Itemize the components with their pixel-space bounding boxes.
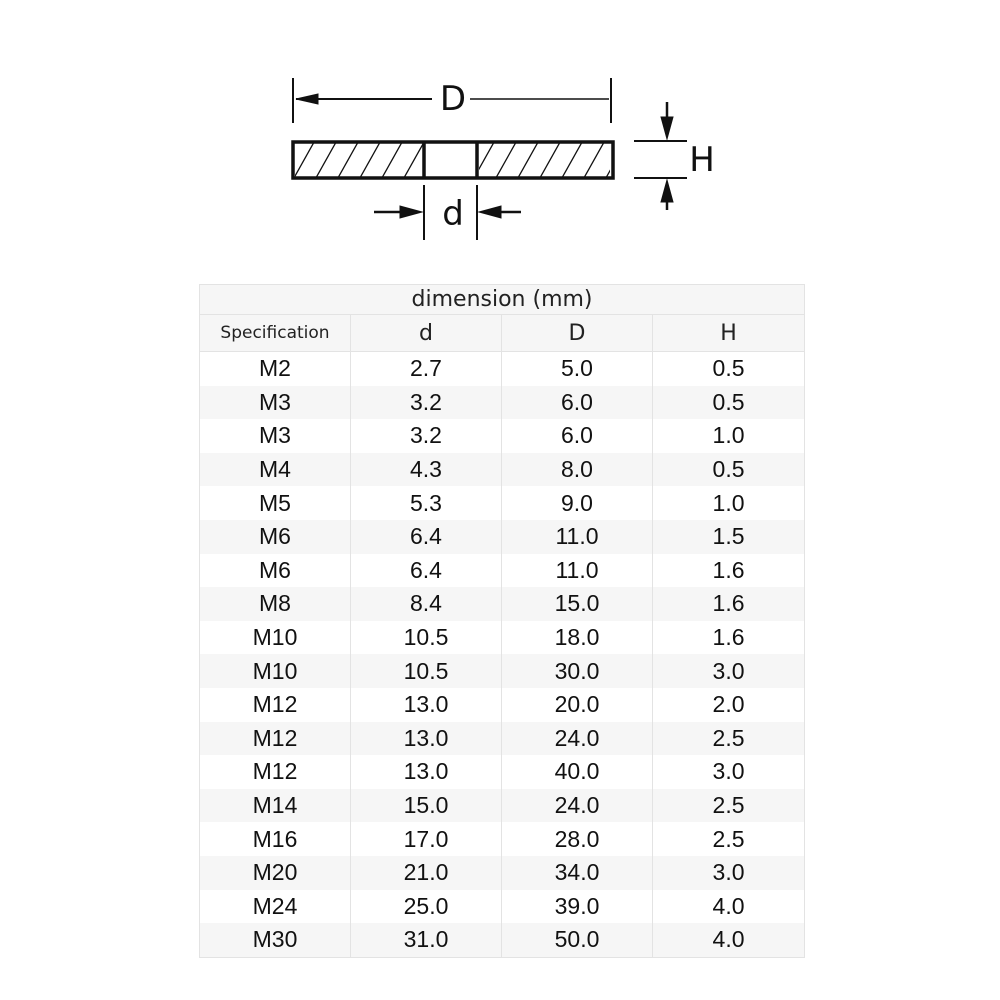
spec-cell: M12	[200, 688, 351, 722]
table-row	[200, 486, 805, 520]
thickness-cell: 2.0	[653, 688, 805, 722]
outer-diameter-cell: 24.0	[502, 722, 653, 756]
inner-diameter-cell: 13.0	[351, 755, 502, 789]
thickness-cell: 2.5	[653, 722, 805, 756]
outer-diameter-cell: 8.0	[502, 453, 653, 487]
table-row	[200, 654, 805, 688]
table-row	[200, 923, 805, 957]
spec-cell: M3	[200, 386, 351, 420]
spec-cell: M2	[200, 352, 351, 386]
spec-cell: M12	[200, 722, 351, 756]
inner-diameter-cell: 15.0	[351, 789, 502, 823]
inner-diameter-cell: 3.2	[351, 419, 502, 453]
thickness-cell: 1.6	[653, 554, 805, 588]
table-row	[200, 453, 805, 487]
thickness-cell: 3.0	[653, 755, 805, 789]
spec-cell: M24	[200, 890, 351, 924]
outer-diameter-cell: 11.0	[502, 554, 653, 588]
table-row	[200, 890, 805, 924]
spec-cell: M20	[200, 856, 351, 890]
table-row	[200, 520, 805, 554]
spec-cell: M6	[200, 554, 351, 588]
table-header-row	[200, 315, 805, 352]
inner-diameter-cell: 10.5	[351, 621, 502, 655]
outer-diameter-label: D	[439, 79, 467, 119]
thickness-cell: 1.0	[653, 419, 805, 453]
thickness-cell: 2.5	[653, 822, 805, 856]
outer-diameter-cell: 15.0	[502, 587, 653, 621]
inner-diameter-cell: 5.3	[351, 486, 502, 520]
spec-cell: M10	[200, 654, 351, 688]
spec-cell: M30	[200, 923, 351, 957]
outer-diameter-cell: 28.0	[502, 822, 653, 856]
table-row	[200, 386, 805, 420]
table-row	[200, 688, 805, 722]
outer-diameter-cell: 50.0	[502, 923, 653, 957]
table-row	[200, 822, 805, 856]
inner-diameter-cell: 3.2	[351, 386, 502, 420]
thickness-cell: 2.5	[653, 789, 805, 823]
table-row	[200, 621, 805, 655]
outer-diameter-cell: 5.0	[502, 352, 653, 386]
inner-diameter-cell: 6.4	[351, 520, 502, 554]
table-row	[200, 352, 805, 386]
thickness-cell: 0.5	[653, 453, 805, 487]
washer-dimension-table	[199, 284, 805, 958]
outer-diameter-cell: 18.0	[502, 621, 653, 655]
spec-cell: M3	[200, 419, 351, 453]
inner-diameter-label: d	[442, 194, 464, 234]
inner-diameter-cell: 13.0	[351, 688, 502, 722]
table-caption: dimension (mm)	[200, 285, 805, 315]
spec-cell: M4	[200, 453, 351, 487]
outer-diameter-cell: 40.0	[502, 755, 653, 789]
inner-diameter-cell: 21.0	[351, 856, 502, 890]
inner-diameter-cell: 31.0	[351, 923, 502, 957]
thickness-cell: 4.0	[653, 890, 805, 924]
thickness-label: H	[689, 140, 715, 180]
spec-cell: M5	[200, 486, 351, 520]
thickness-cell: 1.6	[653, 587, 805, 621]
outer-diameter-cell: 39.0	[502, 890, 653, 924]
table-body	[200, 352, 805, 958]
inner-diameter-cell: 8.4	[351, 587, 502, 621]
inner-diameter-cell: 4.3	[351, 453, 502, 487]
thickness-cell: 1.6	[653, 621, 805, 655]
column-header-outer-diameter: D	[502, 315, 653, 352]
table-row	[200, 554, 805, 588]
column-header-inner-diameter: d	[351, 315, 502, 352]
inner-diameter-cell: 6.4	[351, 554, 502, 588]
inner-diameter-cell: 13.0	[351, 722, 502, 756]
table-row	[200, 856, 805, 890]
thickness-cell: 3.0	[653, 856, 805, 890]
thickness-cell: 0.5	[653, 386, 805, 420]
inner-diameter-cell: 2.7	[351, 352, 502, 386]
spec-cell: M12	[200, 755, 351, 789]
outer-diameter-cell: 24.0	[502, 789, 653, 823]
thickness-cell: 4.0	[653, 923, 805, 957]
spec-cell: M14	[200, 789, 351, 823]
outer-diameter-cell: 6.0	[502, 419, 653, 453]
outer-diameter-cell: 11.0	[502, 520, 653, 554]
column-header-thickness: H	[653, 315, 805, 352]
table-row	[200, 722, 805, 756]
outer-diameter-cell: 20.0	[502, 688, 653, 722]
washer-cross-section-diagram	[0, 0, 1000, 260]
spec-cell: M16	[200, 822, 351, 856]
column-header-specification: Specification	[200, 315, 351, 352]
table-row	[200, 419, 805, 453]
table-row	[200, 587, 805, 621]
thickness-cell: 1.5	[653, 520, 805, 554]
table-row	[200, 789, 805, 823]
outer-diameter-cell: 9.0	[502, 486, 653, 520]
spec-cell: M8	[200, 587, 351, 621]
thickness-cell: 1.0	[653, 486, 805, 520]
inner-diameter-cell: 17.0	[351, 822, 502, 856]
table-row	[200, 755, 805, 789]
spec-cell: M6	[200, 520, 351, 554]
outer-diameter-cell: 34.0	[502, 856, 653, 890]
outer-diameter-cell: 30.0	[502, 654, 653, 688]
spec-cell: M10	[200, 621, 351, 655]
inner-diameter-cell: 25.0	[351, 890, 502, 924]
thickness-dimension	[634, 102, 687, 210]
thickness-cell: 3.0	[653, 654, 805, 688]
outer-diameter-cell: 6.0	[502, 386, 653, 420]
washer-section	[290, 135, 630, 185]
thickness-cell: 0.5	[653, 352, 805, 386]
inner-diameter-cell: 10.5	[351, 654, 502, 688]
